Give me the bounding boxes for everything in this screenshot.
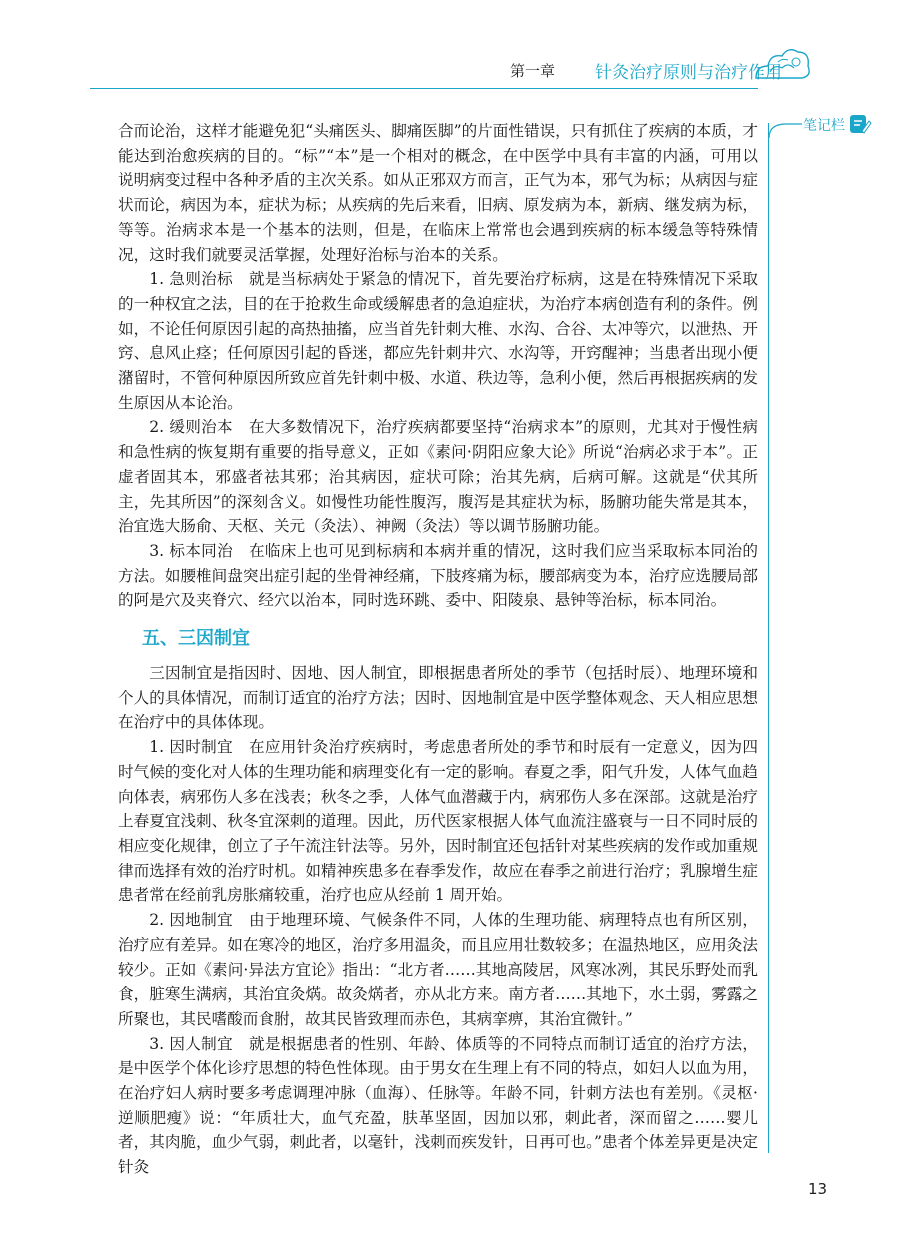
- paragraph-treat-both: [118, 539, 758, 613]
- notes-margin-curve: [766, 118, 806, 138]
- paragraph-text: 就是当标病处于紧急的情况下，首先要治疗标病，这是在特殊情况下采取的一种权宜之法，目的在于抢救生命或缓解患者的急迫症状，为治疗本病创造有利的条件。例如，不论任何原因引起的高热抽搐，应当首先针刺大椎、水沟、合谷、太冲等穴，以泄热、开窍、息风止痉；任何原因引起的昏迷，都应先针刺井穴、水沟等，开窍醒神；当患者出现小便潴留时，不管何种原因所致应首先针刺中极、水道、秩边等，急利小便，然后再根据疾病的发生原因从本论治。: [118, 270, 758, 412]
- subsection-title: 2. 缓则治本: [149, 418, 233, 437]
- subsection-title: 2. 因地制宜: [149, 911, 234, 930]
- main-content: [118, 119, 758, 1180]
- paragraph-text: 在大多数情况下，治疗疾病都要坚持“治病求本”的原则，尤其对于慢性病和急性病的恢复期有重要的指导意义，正如《素问·阴阳应象大论》所说“治病必求于本”。正虚者固其本，邪盛者祛其邪；治其病因，症状可除；治其先病，后病可解。这就是“伏其所主，先其所因”的深刻含义。如慢性功能性腹泻，腹泻是其症状为标，肠腑功能失常是其本，治宜选大肠俞、天枢、关元（灸法）、神阙（灸法）等以调节肠腑功能。: [118, 418, 758, 536]
- notes-column-label: 笔记栏: [803, 118, 845, 134]
- paragraph-three-factors-intro: [118, 661, 758, 735]
- page-number: 13: [808, 1180, 828, 1198]
- chapter-title: 针灸治疗原则与治疗作用: [595, 63, 782, 83]
- subsection-title: 1. 急则治标: [149, 270, 234, 289]
- paragraph-text: 合而论治，这样才能避免犯“头痛医头、脚痛医脚”的片面性错误，只有抓住了疾病的本质，才能达到治愈疾病的目的。“标”“本”是一个相对的概念，在中医学中具有丰富的内涵，可用以说明病变过程中各种矛盾的主次关系。如从正邪双方而言，正气为本，邪气为标；从病因与症状而论，病因为本，症状为标；从疾病的先后来看，旧病、原发病为本，新病、继发病为标，等等。治病求本是一个基本的法则，但是，在临床上常常也会遇到疾病的标本缓急等特殊情况，这时我们就要灵活掌握，处理好治标与治本的关系。: [118, 122, 758, 264]
- paragraph-place: [118, 908, 758, 1032]
- paragraph-text: 就是根据患者的性别、年龄、体质等的不同特点而制订适宜的治疗方法，是中医学个体化诊疗思想的特色性体现。由于男女在生理上有不同的特点，如妇人以血为用，在治疗妇人病时要多考虑调理冲脉（血海）、任脉等。年龄不同，针刺方法也有差别。《灵枢·逆顺肥瘦》说：“年质壮大，血气充盈，肤革坚固，因加以邪，刺此者，深而留之……婴儿者，其肉脆，血少气弱，刺此者，以毫针，浅刺而疾发针，日再可也。”患者个体差异更是决定针灸: [118, 1034, 758, 1177]
- paragraph-continuation: [118, 119, 758, 267]
- paragraph-person: [118, 1032, 758, 1180]
- paragraph-text: 三因制宜是指因时、因地、因人制宜，即根据患者所处的季节（包括时辰）、地理环境和个人的具体情况，而制订适宜的治疗方法；因时、因地制宜是中医学整体观念、天人相应思想在治疗中的具体体现。: [118, 664, 758, 732]
- paragraph-acute-treat-branch: [118, 267, 758, 415]
- header-rule: [90, 88, 758, 89]
- paragraph-text: 在应用针灸治疗疾病时，考虑患者所处的季节和时辰有一定意义，因为四时气候的变化对人体的生理功能和病理变化有一定的影响。春夏之季，阳气升发，人体气血趋向体表，病邪伤人多在浅表；秋冬之季，人体气血潜藏于内，病邪伤人多在深部。这就是治疗上春夏宜浅刺、秋冬宜深刺的道理。因此，历代医家根据人体气血流注盛衰与一日不同时辰的相应变化规律，创立了子午流注针法等。另外，因时制宜还包括针对某些疾病的发作或加重规律而选择有效的治疗时机。如精神疾患多在春季发作，故应在春季之前进行治疗；乳腺增生症患者常在经前乳房胀痛较重，治疗也应从经前 1 周开始。: [118, 738, 758, 905]
- notebook-pen-icon: [848, 113, 872, 135]
- subsection-title: 3. 标本同治: [149, 541, 234, 560]
- subsection-title: 1. 因时制宜: [149, 738, 234, 757]
- paragraph-time: [118, 735, 758, 908]
- paragraph-chronic-treat-root: [118, 415, 758, 539]
- subsection-title: 3. 因人制宜: [149, 1034, 234, 1053]
- notes-margin-line: [768, 123, 769, 1153]
- chapter-label: 第一章: [510, 62, 556, 80]
- section-heading: 五、三因制宜: [142, 628, 250, 650]
- paragraph-text: 由于地理环境、气候条件不同，人体的生理功能、病理特点也有所区别，治疗应有差异。如在寒冷的地区，治疗多用温灸，而且应用壮数较多；在温热地区，应用灸法较少。正如《素问·异法方宜论》指出：“北方者……其地高陵居，风寒冰冽，其民乐野处而乳食，脏寒生满病，其治宜灸焫。故灸焫者，亦从北方来。南方者……其地下，水土弱，雾露之所聚也，其民嗜酸而食胕，故其民皆致理而赤色，其病挛痹，其治宜微针。”: [118, 911, 758, 1028]
- page-header: [0, 0, 900, 110]
- paragraph-text: 在临床上也可见到标病和本病并重的情况，这时我们应当采取标本同治的方法。如腰椎间盘突出症引起的坐骨神经痛，下肢疼痛为标，腰部病变为本，治疗应选腰局部的阿是穴及夹脊穴、经穴以治本，同时选环跳、委中、阳陵泉、悬钟等治标，标本同治。: [118, 541, 758, 610]
- cloud-ornament-icon: [752, 38, 814, 86]
